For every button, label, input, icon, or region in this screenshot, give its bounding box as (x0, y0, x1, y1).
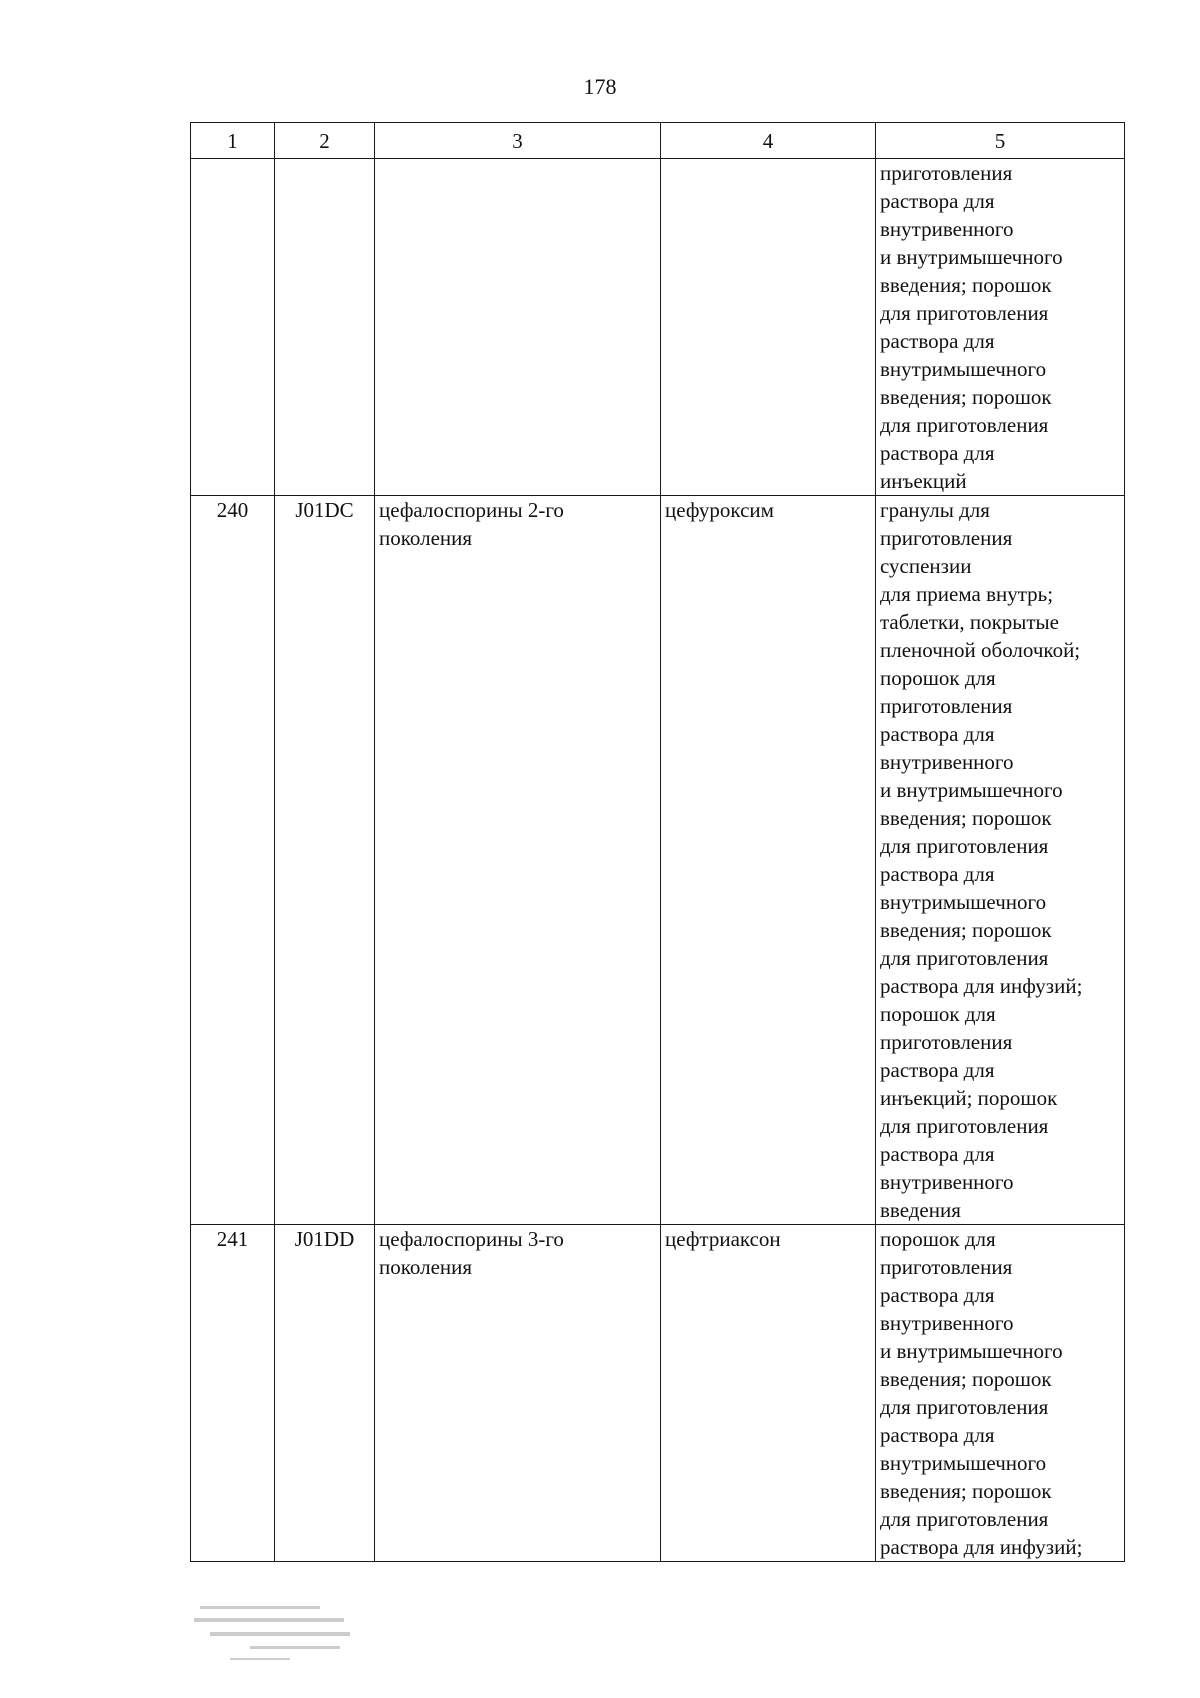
dosage-form-line: раствора для (880, 189, 995, 213)
faded-stamp (190, 1600, 390, 1670)
dosage-form-line: для приготовления (880, 413, 1049, 437)
dosage-form-line: введения; порошок (880, 806, 1052, 830)
dosage-form-line: порошок для (880, 666, 996, 690)
dosage-form-line: раствора для (880, 1423, 995, 1447)
table-body (191, 159, 1125, 1562)
dosage-form-line: для приема внутрь; (880, 582, 1054, 606)
drug-name-cell: цефтриаксон (661, 1225, 876, 1562)
dosage-form-line: приготовления (880, 161, 1013, 185)
drug-group-cell (375, 159, 661, 496)
drug-group-cell (375, 496, 661, 1225)
dosage-form-line: пленочной оболочкой; (880, 638, 1081, 662)
medication-table (190, 122, 1125, 1562)
header-col-2: 2 (275, 123, 375, 159)
header-col-3: 3 (375, 123, 661, 159)
dosage-form-line: введения; порошок (880, 918, 1052, 942)
dosage-form-line: раствора для (880, 862, 995, 886)
dosage-form-line: внутривенного (880, 1170, 1014, 1194)
header-row (191, 123, 1125, 159)
drug-group-cell (375, 1225, 661, 1562)
dosage-form-line: для приготовления (880, 946, 1049, 970)
dosage-form-line: инъекций (880, 469, 967, 493)
dosage-form-line: и внутримышечного (880, 778, 1063, 802)
table-row (191, 496, 1125, 1225)
dosage-form-line: внутримышечного (880, 357, 1047, 381)
dosage-form-line: раствора для (880, 329, 995, 353)
dosage-forms-cell (876, 496, 1125, 1225)
dosage-form-line: раствора для (880, 1058, 995, 1082)
dosage-form-line: введения; порошок (880, 1479, 1052, 1503)
dosage-form-line: введения; порошок (880, 385, 1052, 409)
dosage-form-line: внутривенного (880, 1311, 1014, 1335)
dosage-form-line: для приготовления (880, 1395, 1049, 1419)
drug-group-line: цефалоспорины 3-го (379, 1227, 564, 1251)
header-col-1: 1 (191, 123, 275, 159)
dosage-form-line: таблетки, покрытые (880, 610, 1059, 634)
dosage-form-line: и внутримышечного (880, 1339, 1063, 1363)
dosage-form-line: приготовления (880, 1255, 1013, 1279)
drug-name-cell (661, 159, 876, 496)
table-row (191, 1225, 1125, 1562)
dosage-form-line: приготовления (880, 526, 1013, 550)
dosage-form-line: введения (880, 1198, 961, 1222)
atc-code-cell: J01DC (275, 496, 375, 1225)
dosage-form-line: внутримышечного (880, 890, 1047, 914)
dosage-form-line: инъекций; порошок (880, 1086, 1058, 1110)
dosage-form-line: и внутримышечного (880, 245, 1063, 269)
dosage-form-line: раствора для (880, 441, 995, 465)
dosage-form-line: приготовления (880, 1030, 1013, 1054)
drug-name-cell: цефуроксим (661, 496, 876, 1225)
drug-group-line: поколения (379, 1255, 473, 1279)
dosage-form-line: приготовления (880, 694, 1013, 718)
drug-group-line: поколения (379, 526, 473, 550)
dosage-form-line: порошок для (880, 1227, 996, 1251)
dosage-forms-cell (876, 1225, 1125, 1562)
dosage-form-line: раствора для инфузий; (880, 974, 1083, 998)
atc-code-cell (275, 159, 375, 496)
dosage-form-line: раствора для (880, 1283, 995, 1307)
dosage-form-line: раствора для инфузий; (880, 1535, 1083, 1559)
drug-group-line: цефалоспорины 2-го (379, 498, 564, 522)
dosage-form-line: для приготовления (880, 301, 1049, 325)
dosage-form-line: внутривенного (880, 750, 1014, 774)
header-col-5: 5 (876, 123, 1125, 159)
page-number: 178 (583, 74, 617, 99)
dosage-form-line: порошок для (880, 1002, 996, 1026)
dosage-form-line: гранулы для (880, 498, 990, 522)
table-row (191, 159, 1125, 496)
dosage-forms-cell (876, 159, 1125, 496)
dosage-form-line: для приготовления (880, 1114, 1049, 1138)
dosage-form-line: внутримышечного (880, 1451, 1047, 1475)
dosage-form-line: внутривенного (880, 217, 1014, 241)
dosage-form-line: введения; порошок (880, 273, 1052, 297)
dosage-form-line: для приготовления (880, 1507, 1049, 1531)
dosage-form-line: раствора для (880, 1142, 995, 1166)
dosage-form-line: для приготовления (880, 834, 1049, 858)
row-number-cell: 241 (191, 1225, 275, 1562)
row-number-cell: 240 (191, 496, 275, 1225)
header-col-4: 4 (661, 123, 876, 159)
dosage-form-line: введения; порошок (880, 1367, 1052, 1391)
dosage-form-line: суспензии (880, 554, 972, 578)
atc-code-cell: J01DD (275, 1225, 375, 1562)
row-number-cell (191, 159, 275, 496)
dosage-form-line: раствора для (880, 722, 995, 746)
